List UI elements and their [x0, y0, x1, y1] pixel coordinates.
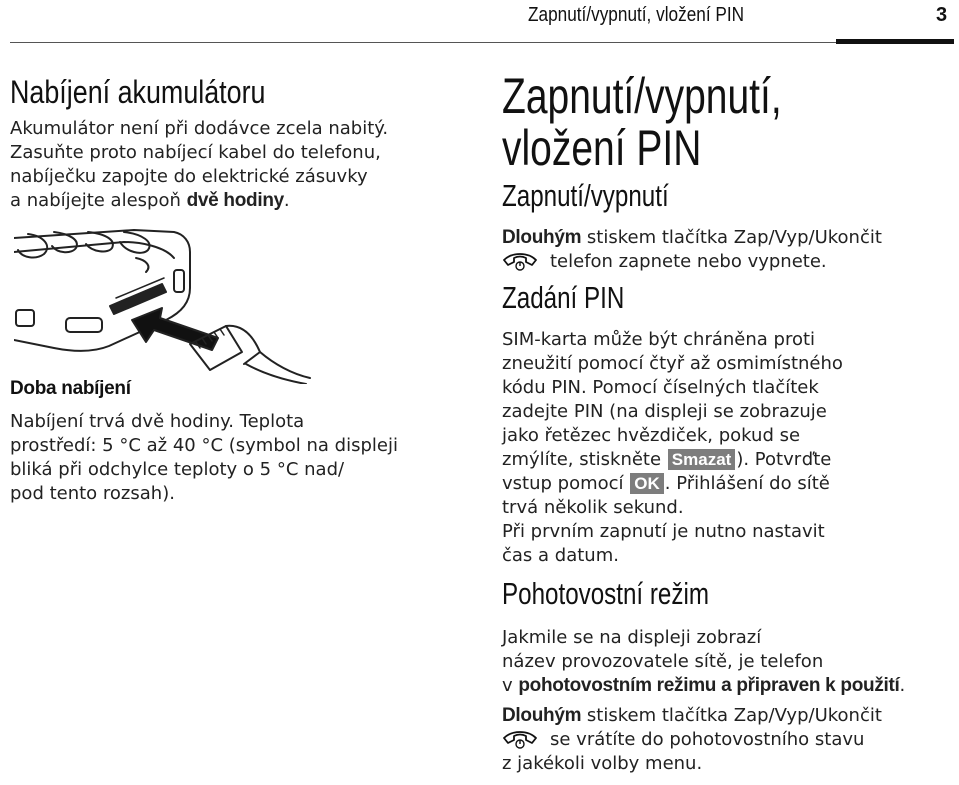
- text-line: Zasuňte proto nabíjecí kabel do telefonu,: [10, 142, 381, 163]
- running-header-title: Zapnutí/vypnutí, vložení PIN: [528, 4, 745, 26]
- emphasis-text: pohotovostním režimu a připraven k použití: [518, 675, 900, 696]
- page-title-line: vložení PIN: [502, 120, 702, 176]
- onoff-paragraph: [502, 226, 947, 274]
- text-line: čas a datum.: [502, 545, 619, 566]
- duration-paragraph: [10, 410, 470, 506]
- text-line: a nabíjejte alespoň dvě hodiny.: [10, 190, 290, 211]
- ok-softkey-label: OK: [630, 473, 664, 494]
- section-title-charging: Nabíjení akumulátoru: [10, 74, 266, 110]
- page-number: 3: [936, 4, 948, 26]
- text-line: se vrátíte do pohotovostního stavu: [502, 728, 952, 752]
- text-line: nabíječku zapojte do elektrické zásuvky: [10, 166, 368, 187]
- text-line: Dlouhým stiskem tlačítka Zap/Vyp/Ukončit: [502, 227, 882, 248]
- text-line: SIM-karta může být chráněna proti: [502, 329, 816, 350]
- text-line: telefon zapnete nebo vypnete.: [502, 250, 947, 274]
- text-line: prostředí: 5 °C až 40 °C (symbol na displeji: [10, 435, 398, 456]
- header-bar: [836, 39, 954, 44]
- text-line: Dlouhým stiskem tlačítka Zap/Vyp/Ukončit: [502, 705, 882, 726]
- section-title-pin: Zadání PIN: [502, 280, 625, 315]
- section-title-standby: Pohotovostní režim: [502, 576, 709, 611]
- text-line: trvá několik sekund.: [502, 497, 684, 518]
- pin-paragraph: [502, 328, 947, 568]
- text-line: v pohotovostním režimu a připraven k použití.: [502, 675, 906, 696]
- text-line: zneužití pomocí čtyř až osmimístného: [502, 353, 843, 374]
- text-line: vstup pomocí OK . Přihlášení do sítě: [502, 473, 830, 494]
- end-call-key-icon: [502, 250, 538, 272]
- section-title-onoff: Zapnutí/vypnutí: [502, 178, 669, 213]
- emphasis-text: dvě hodiny: [186, 190, 284, 211]
- standby-paragraph: [502, 626, 952, 776]
- subsection-title-duration: Doba nabíjení: [10, 378, 131, 399]
- text-line: pod tento rozsah).: [10, 483, 175, 504]
- text-line: zmýlíte, stiskněte Smazat ). Potvrďte: [502, 449, 832, 470]
- text-line: Akumulátor není při dodávce zcela nabitý.: [10, 118, 389, 139]
- text-line: Jakmile se na displeji zobrazí: [502, 627, 762, 648]
- text-line: název provozovatele sítě, je telefon: [502, 651, 824, 672]
- text-line: jako řetězec hvězdiček, pokud se: [502, 425, 801, 446]
- delete-softkey-label: Smazat: [668, 449, 736, 470]
- text-line: z jakékoli volby menu.: [502, 753, 703, 774]
- text-line: zadejte PIN (na displeji se zobrazuje: [502, 401, 827, 422]
- charger-illustration: [14, 228, 314, 384]
- text-line: kódu PIN. Pomocí číselných tlačítek: [502, 377, 819, 398]
- end-call-key-icon: [502, 728, 538, 750]
- emphasis-text: Dlouhým: [502, 227, 582, 248]
- page-title: [502, 70, 782, 174]
- text-line: bliká při odchylce teploty o 5 °C nad/: [10, 459, 345, 480]
- page-title-line: Zapnutí/vypnutí,: [502, 68, 782, 124]
- header-rule: [10, 42, 836, 43]
- emphasis-text: Dlouhým: [502, 705, 582, 726]
- text-line: Při prvním zapnutí je nutno nastavit: [502, 521, 825, 542]
- charging-paragraph: [10, 117, 470, 213]
- text-line: Nabíjení trvá dvě hodiny. Teplota: [10, 411, 305, 432]
